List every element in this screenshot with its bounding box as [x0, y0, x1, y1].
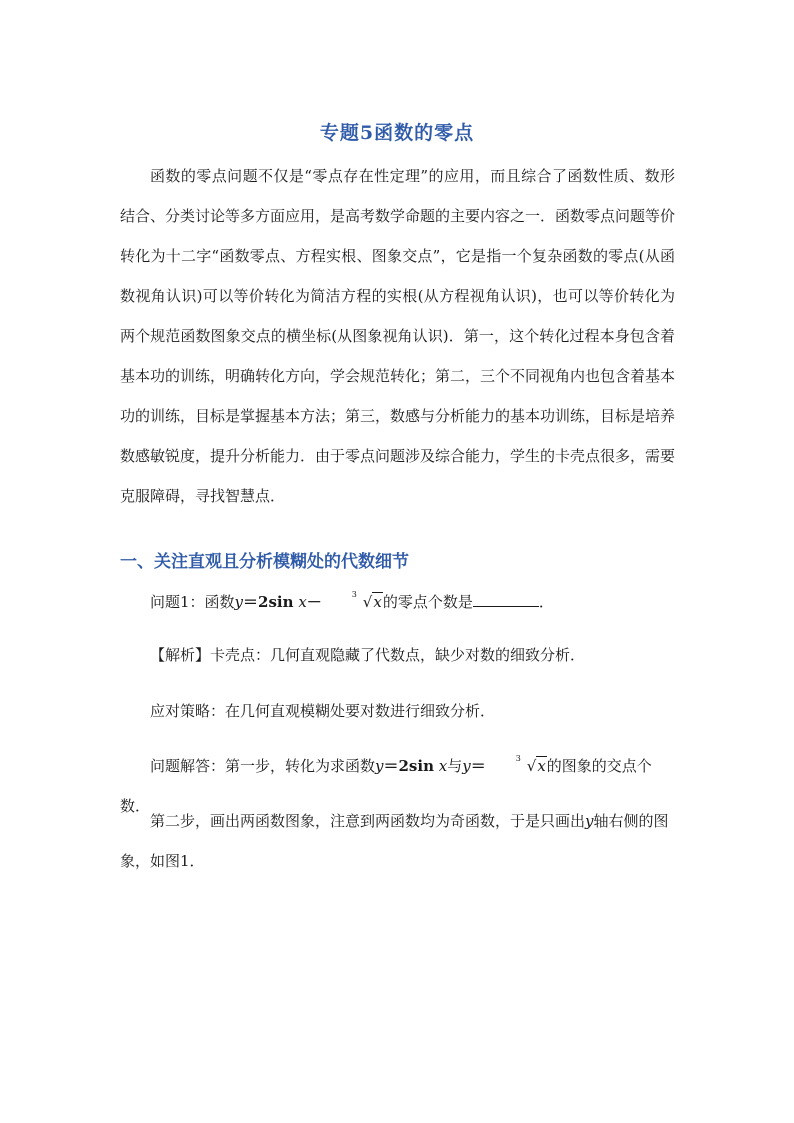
analysis-paragraph: 【解析】卡壳点：几何直观隐藏了代数点，缺少对数的细致分析． [150, 646, 586, 664]
intro-paragraph: 函数的零点问题不仅是“零点存在性定理”的应用，而且综合了函数性质、数形结合、分类讨论等多方面应用，是高考数学命题的主要内容之一．函数零点问题等价转化为十二字“函数零点、方程实根、图象交点”，它是指一个复杂函数的零点(从函数视角认识)可以等价转化为简洁方程的实根(从方程视角认识)，也可以等价转化为两个规范函数图象交点的横坐标(从图象视角认识)．第一，这个转化过程本身包含着基本功的训练，明确转化方向，学会规范转化；第二，三个不同视角内也包含着基本功的训练，目标是掌握基本方法；第三，数感与分析能力的基本功训练，目标是培养数感敏锐度，提升分析能力．由于零点问题涉及综合能力，学生的卡壳点很多，需要克服障碍，寻找智慧点． [120, 167, 676, 505]
q1-formula: y＝2sin x－ 3 √x [235, 593, 383, 611]
question-1: 问题1：函数y＝2sin x－ 3 √x的零点个数是 ． [120, 582, 675, 622]
answer-formula-2: y＝ 3 √x [462, 757, 547, 775]
strategy-paragraph: 应对策略：在几何直观模糊处要对数进行细致分析． [150, 702, 496, 720]
answer-step-2: 第二步，画出两函数图象，注意到两函数均为奇函数，于是只画出y轴右侧的图象，如图1． [120, 812, 669, 870]
q1-suffix: 的零点个数是 [382, 593, 473, 611]
cube-root: 3 √x [351, 590, 382, 611]
answer-step-1: 问题解答：第一步，转化为求函数y＝2sin x与y＝ 3 √x的图象的交点个数． [120, 746, 675, 826]
answer-formula-1: y＝2sin x [375, 757, 448, 775]
q1-prefix: 问题1：函数 [150, 593, 235, 611]
page-title: 专题5函数的零点 [319, 122, 475, 144]
cube-root: 3 √x [515, 754, 546, 775]
answer-blank [473, 592, 539, 607]
section-heading-1: 一、关注直观且分析模糊处的代数细节 [120, 552, 409, 572]
